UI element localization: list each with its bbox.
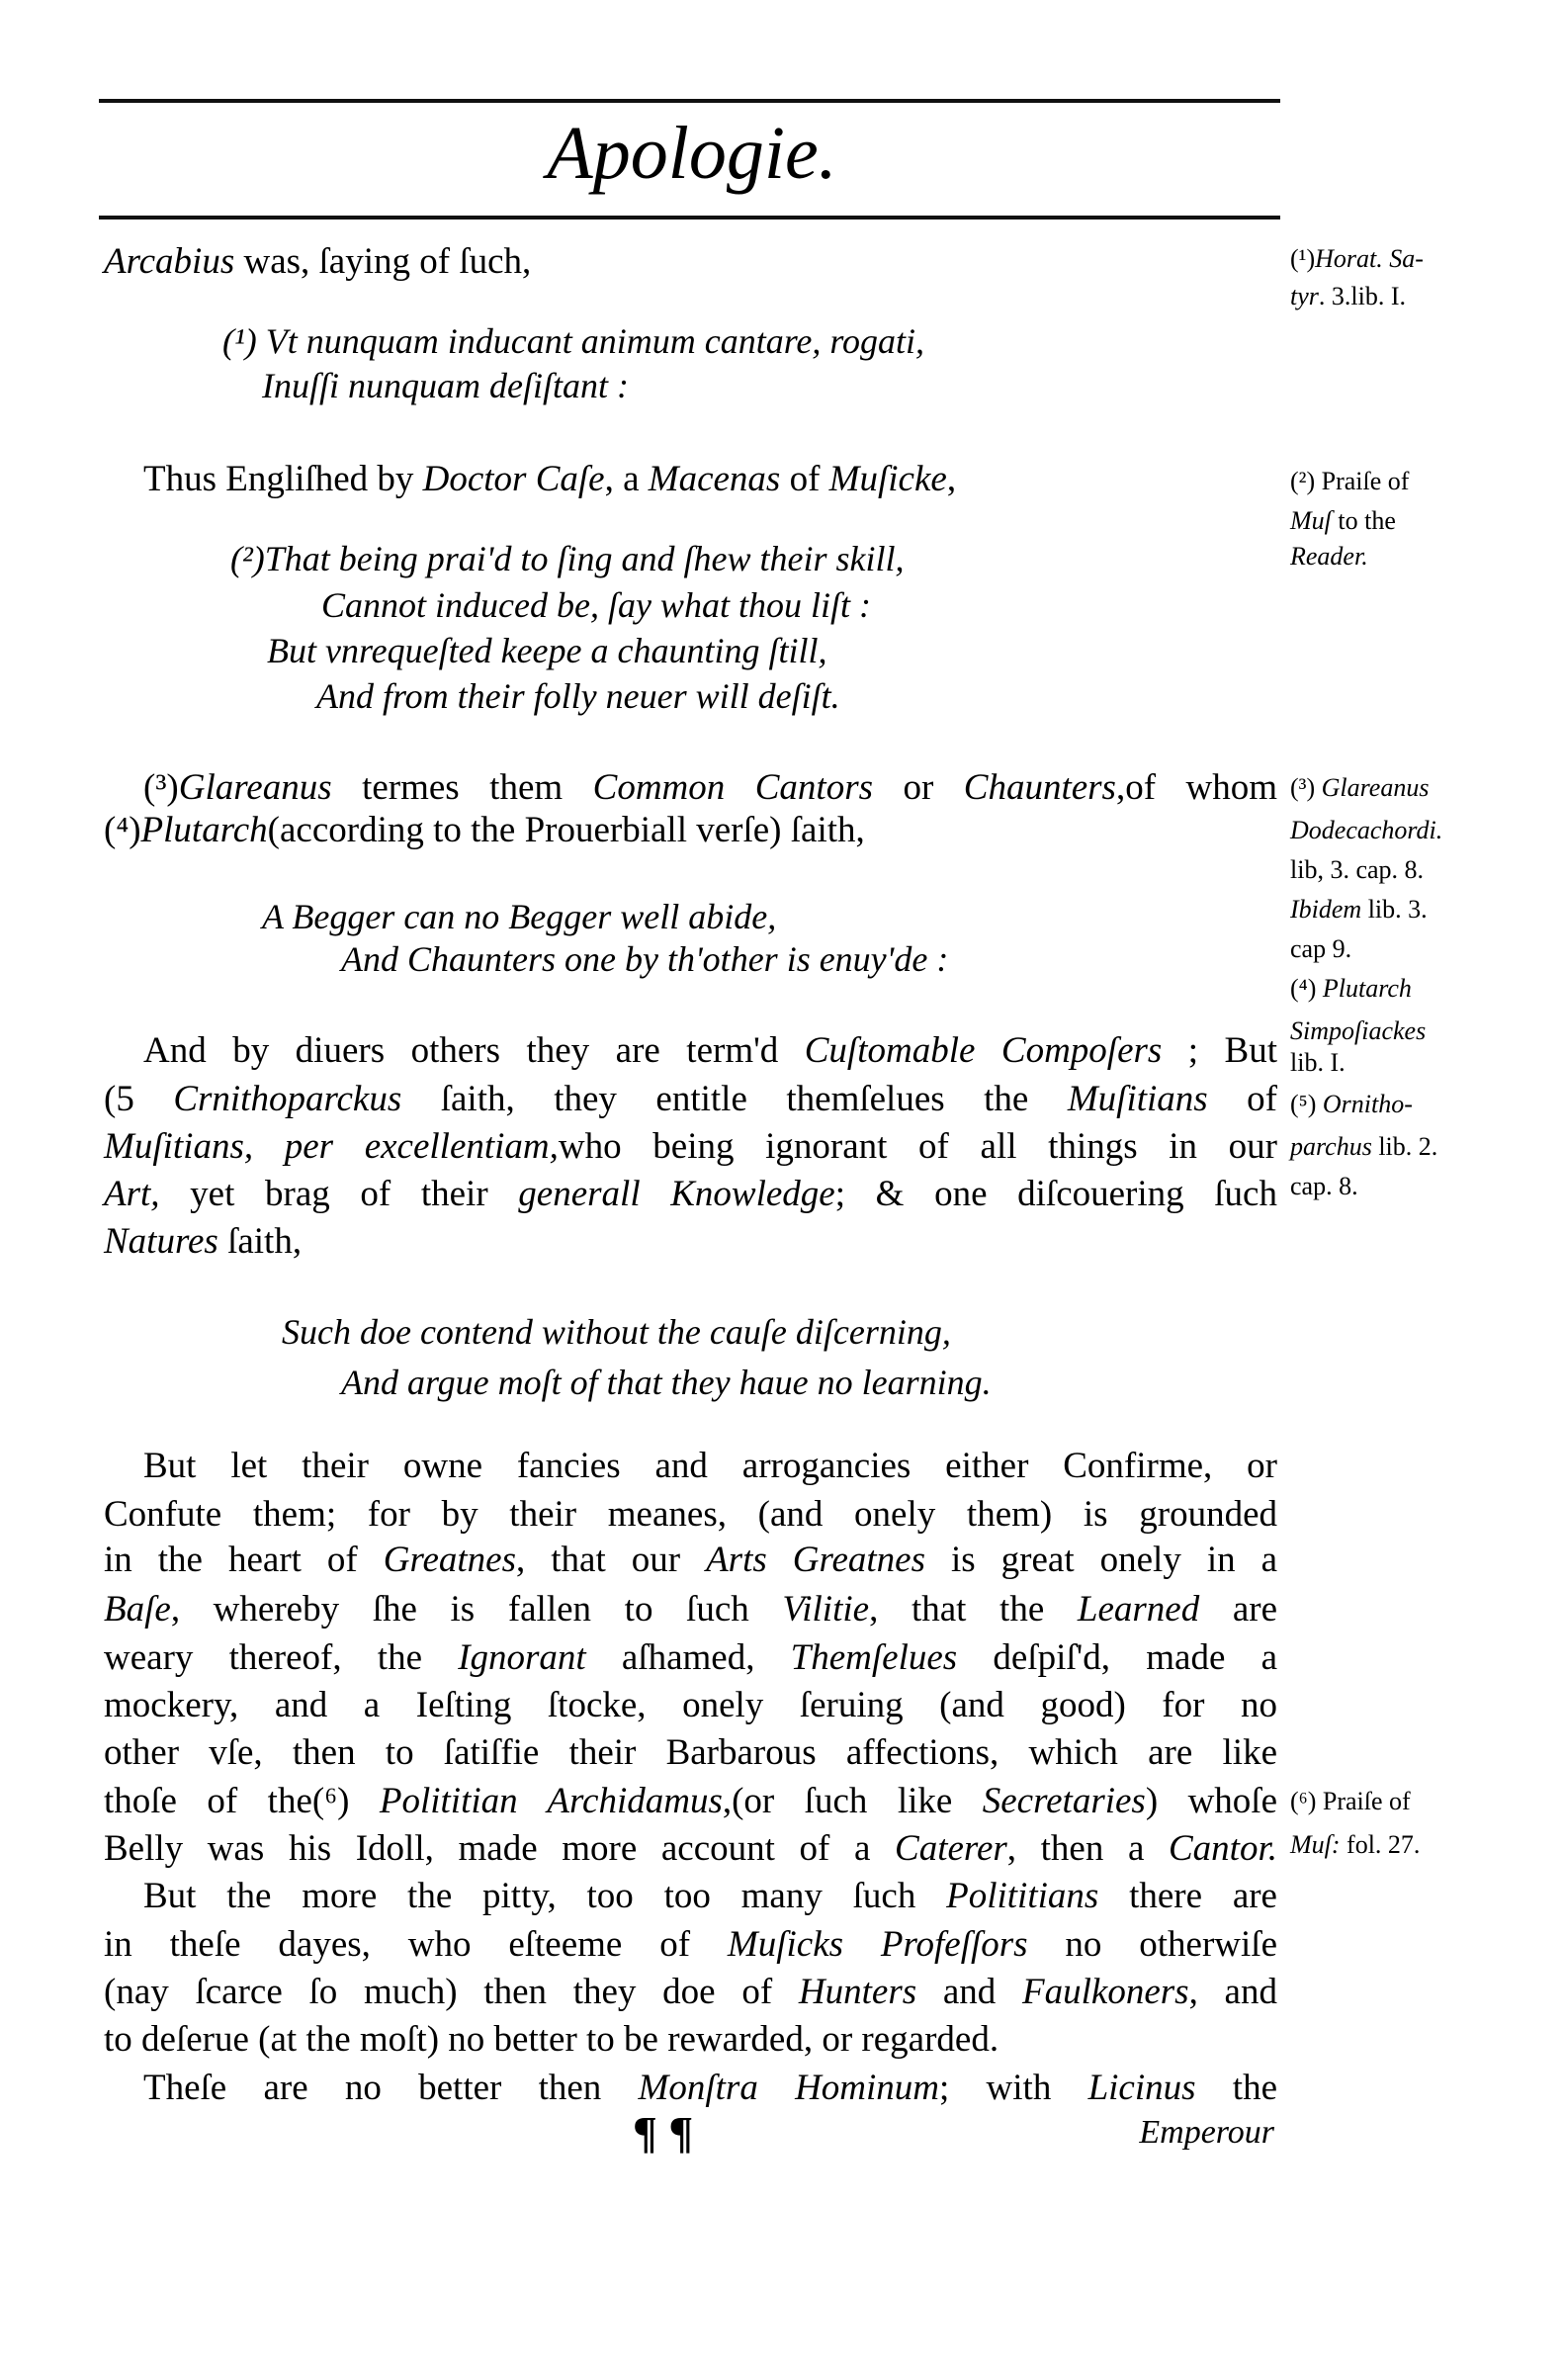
margin-note-line (1290, 1825, 1420, 1865)
italic-text: Doctor Caſe (422, 459, 605, 499)
roman-text: . 3.lib. I. (1318, 282, 1406, 310)
italic-text: Caterer (895, 1828, 1007, 1869)
verse-line (222, 317, 924, 365)
text-line (104, 238, 531, 286)
margin-note-line (1290, 929, 1351, 969)
roman-text: no otherwiſe (1027, 1924, 1277, 1965)
roman-text: lib. 3. (1361, 895, 1428, 924)
italic-text: is enuy'de : (786, 939, 949, 979)
roman-text: ; But (1162, 1030, 1277, 1071)
margin-note-line (1290, 239, 1424, 279)
verse-line (262, 893, 776, 940)
text-line (104, 1634, 1277, 1682)
italic-text: can no (403, 897, 500, 936)
roman-text: cap 9. (1290, 934, 1352, 963)
roman-text: is great onely in a (925, 1540, 1278, 1580)
roman-text: lib. I. (1290, 1048, 1346, 1077)
title-bottom-rule (99, 216, 1280, 220)
italic-text: Arts Greatnes (706, 1540, 926, 1580)
italic-text: Muſitians, per excellentiam, (104, 1126, 559, 1167)
roman-text: to deſerue (at the moſt) no better to be rewarded, or regarded. (104, 2019, 999, 2060)
italic-text: Simpoſiackes (1290, 1016, 1427, 1045)
roman-text: fol. 27. (1340, 1830, 1421, 1859)
text-line (104, 1778, 1277, 1825)
roman-text: (⁶) Praiſe of (1290, 1787, 1411, 1815)
italic-text: one by (564, 939, 658, 979)
italic-text: Muſicks Profeſſors (727, 1924, 1028, 1965)
margin-note-line (1290, 501, 1396, 541)
text-line (104, 1825, 1277, 1873)
roman-text: , that the (869, 1589, 1078, 1630)
italic-text: And (341, 939, 398, 979)
italic-text: Ibidem (1290, 895, 1362, 924)
italic-text: Cuſtomable Compoſers (804, 1030, 1163, 1071)
italic-text: Cannot induced be, ſay what thou liſt : (321, 585, 871, 625)
roman-text: (nay ſcarce ſo much) then they doe of (104, 1972, 799, 2012)
roman-text: lib, 3. cap. 8. (1290, 855, 1425, 884)
margin-note-line (1290, 811, 1442, 850)
roman-text: yet brag of their (159, 1174, 519, 1214)
italic-text: Natures (104, 1221, 218, 1262)
text-line (104, 1537, 1277, 1584)
roman-text: Begger (499, 897, 621, 936)
roman-text: aſhamed, (585, 1637, 791, 1678)
italic-text: Glareanus (1321, 773, 1430, 802)
text-line (104, 1171, 1277, 1218)
roman-text: (according to the Prouerbiall verſe) ſaith, (267, 810, 865, 850)
roman-text: lib. 2. (1371, 1132, 1438, 1161)
italic-text: Macenas (648, 459, 781, 499)
roman-text: thoſe of the(⁶) (104, 1781, 380, 1821)
italic-text: Polititian Archidamus (379, 1781, 723, 1821)
roman-text: , and (1188, 1972, 1277, 2012)
roman-text: the (1195, 2068, 1277, 2108)
margin-note-line (1290, 850, 1424, 890)
roman-text: who being ignorant of all things in our (558, 1126, 1277, 1167)
roman-text: ,of whom (1115, 767, 1277, 808)
roman-text: in the heart of (104, 1540, 384, 1580)
italic-text: Monſtra Hominum (638, 2068, 940, 2108)
roman-text: weary thereof, the (104, 1637, 459, 1678)
roman-text: to the (1331, 506, 1396, 535)
italic-text: Chaunters (963, 767, 1116, 808)
roman-text: and (916, 1972, 1023, 2012)
italic-text: parchus (1290, 1132, 1372, 1161)
top-rule (99, 99, 1280, 103)
margin-note-line (1290, 462, 1409, 501)
italic-text: Common Cantors (592, 767, 873, 808)
verse-line (341, 935, 948, 983)
italic-text: Secretaries (982, 1781, 1146, 1821)
text-line (143, 2065, 1277, 2112)
italic-text: Reader. (1290, 542, 1368, 571)
margin-note-line (1290, 768, 1429, 808)
verse-line (321, 581, 871, 629)
signature-mark: ¶ ¶ (633, 2107, 694, 2158)
italic-text: Ornitho- (1322, 1090, 1413, 1118)
italic-text: (¹) Vt nunquam inducant animum cantare, rogati, (222, 321, 925, 361)
text-line (104, 1729, 1277, 1777)
text-line (104, 2016, 999, 2064)
roman-text: Chaunters (398, 939, 565, 979)
verse-line (316, 672, 840, 720)
roman-text: ,(or ſuch like (722, 1781, 983, 1821)
text-line (104, 807, 865, 854)
italic-text: tyr (1290, 282, 1319, 310)
italic-text: Plutarch (140, 810, 268, 850)
italic-text: Baſe (104, 1589, 171, 1630)
verse-line (267, 627, 827, 674)
italic-text: Horat. Sa- (1315, 244, 1424, 273)
roman-text: , then a (1006, 1828, 1169, 1869)
roman-text: (⁴) (1290, 974, 1323, 1003)
text-line (143, 1873, 1277, 1920)
italic-text: Crnithoparckus (173, 1079, 402, 1119)
roman-text: , a (604, 459, 649, 499)
italic-text: But vnrequeſted keepe a chaunting ſtill, (267, 631, 827, 670)
italic-text: generall Knowledge (518, 1174, 835, 1214)
roman-text: ſaith, (217, 1221, 303, 1262)
roman-text: But let their owne fancies and arrogancies either Confirme, or (143, 1446, 1277, 1486)
roman-text: , (946, 459, 957, 499)
italic-text: Art, (104, 1174, 160, 1214)
roman-text: Theſe are no better then (143, 2068, 639, 2108)
roman-text: of (1207, 1079, 1277, 1119)
italic-text: (²)That being prai'd to ſing and ſhew their skill, (230, 539, 905, 578)
margin-note-line (1290, 890, 1428, 929)
roman-text: of (780, 459, 829, 499)
margin-note-line (1290, 969, 1412, 1009)
roman-text: Begger (283, 897, 404, 936)
italic-text: Muſ: (1290, 1830, 1341, 1859)
roman-text: And by diuers others they are term'd (143, 1030, 805, 1071)
italic-text: Inuſſi nunquam deſiſtant : (262, 366, 629, 405)
verse-line (282, 1308, 951, 1356)
roman-text: (⁵) (1290, 1090, 1323, 1118)
verse-line (262, 362, 629, 409)
italic-text: well abide, (620, 897, 777, 936)
italic-text: Faulkoners (1022, 1972, 1189, 2012)
italic-text: Plutarch (1322, 974, 1412, 1003)
text-line (104, 1491, 1277, 1539)
roman-text: (³) (143, 767, 179, 808)
roman-text: other vſe, then to ſatiſfie their Barbarous affections, which are like (104, 1732, 1277, 1773)
roman-text: Confute them; for by their meanes, (and onely them) is grounded (104, 1494, 1277, 1535)
roman-text: Belly was his Idoll, made more account of a (104, 1828, 896, 1869)
text-line (104, 1123, 1277, 1171)
margin-note-line (1290, 1043, 1346, 1083)
roman-text: , that our (516, 1540, 707, 1580)
roman-text: ; with (939, 2068, 1088, 2108)
roman-text: th'other (657, 939, 787, 979)
italic-text: Muſ (1290, 506, 1332, 535)
page-title: Apologie. (547, 112, 837, 195)
roman-text: in theſe dayes, who eſteeme of (104, 1924, 728, 1965)
italic-text: Themſelues (790, 1637, 958, 1678)
italic-text: A (262, 897, 284, 936)
catchword: Emperour (1139, 2114, 1274, 2151)
roman-text: , whereby ſhe is fallen to ſuch (170, 1589, 783, 1630)
roman-text: (⁴) (104, 810, 141, 850)
roman-text: there are (1098, 1876, 1277, 1916)
roman-text: mockery, and a Ieſting ſtocke, onely ſeruing (and good) for no (104, 1685, 1277, 1725)
roman-text: Thus Engliſhed by (143, 459, 423, 499)
italic-text: Hunters (798, 1972, 917, 2012)
roman-text: deſpiſ'd, made a (957, 1637, 1277, 1678)
text-line (104, 1586, 1277, 1633)
text-line (104, 1682, 1277, 1729)
italic-text: Arcabius (104, 241, 235, 282)
roman-text: (5 (104, 1079, 174, 1119)
verse-line (341, 1359, 992, 1406)
roman-text: are (1199, 1589, 1277, 1630)
roman-text: ; & one diſcouering ſuch (834, 1174, 1277, 1214)
margin-note-line (1290, 277, 1406, 316)
roman-text: cap. 8. (1290, 1172, 1358, 1200)
text-line (143, 1027, 1277, 1075)
verse-line (230, 535, 904, 582)
roman-text: But the more the pitty, too too many ſuch (143, 1876, 947, 1916)
text-line (143, 764, 1277, 812)
italic-text: Muſicke (828, 459, 947, 499)
roman-text: termes them (331, 767, 593, 808)
italic-text: Polititians (946, 1876, 1099, 1916)
roman-text: or (873, 767, 964, 808)
text-line (104, 1076, 1277, 1123)
text-line (104, 1921, 1277, 1969)
italic-text: Greatnes (383, 1540, 517, 1580)
italic-text: And argue moſt of that they haue no learning. (341, 1363, 992, 1402)
italic-text: Learned (1077, 1589, 1200, 1630)
margin-note-line (1290, 1127, 1437, 1167)
margin-note-line (1290, 1085, 1413, 1124)
roman-text: (¹) (1290, 244, 1316, 273)
italic-text: Ignorant (458, 1637, 586, 1678)
text-line (143, 456, 956, 503)
italic-text: Vilitie (782, 1589, 870, 1630)
italic-text: Cantor. (1169, 1828, 1278, 1869)
text-line (104, 1218, 302, 1266)
italic-text: Glareanus (178, 767, 332, 808)
roman-text: ſaith, they entitle themſelues the (401, 1079, 1068, 1119)
italic-text: And from their folly neuer will deſiſt. (316, 676, 840, 716)
italic-text: Licinus (1087, 2068, 1196, 2108)
italic-text: Such doe contend without the cauſe diſcerning, (282, 1312, 951, 1352)
text-line (143, 1443, 1277, 1490)
margin-note-line (1290, 1167, 1358, 1206)
margin-note-line (1290, 1782, 1411, 1821)
italic-text: Dodecachordi. (1290, 816, 1443, 844)
italic-text: Muſitians (1067, 1079, 1208, 1119)
roman-text: (²) Praiſe of (1290, 467, 1410, 495)
roman-text: ) whoſe (1145, 1781, 1278, 1821)
roman-text: (³) (1290, 773, 1322, 802)
margin-note-line (1290, 537, 1368, 576)
roman-text: was, ſaying of ſuch, (234, 241, 532, 282)
text-line (104, 1969, 1277, 2016)
